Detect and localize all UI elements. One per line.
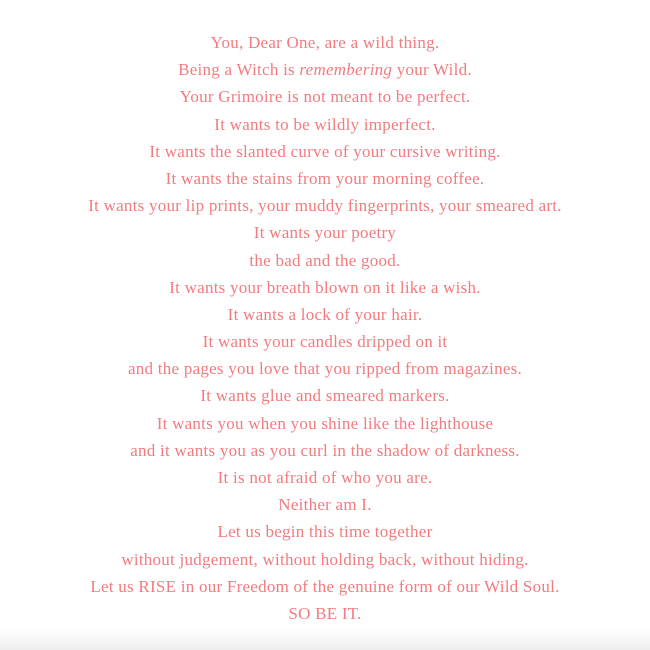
poem-line: and it wants you as you curl in the shadow of darkness. — [130, 440, 520, 460]
poem-emphasis: remembering — [299, 60, 393, 80]
poem-line: without judgement, without holding back, without hiding. — [121, 549, 529, 569]
poem-line-text: your Wild. — [392, 60, 472, 80]
poem-line: It wants your breath blown on it like a wish. — [169, 277, 481, 297]
poem-line: It wants the slanted curve of your cursive writing. — [149, 141, 501, 161]
poem-line: It wants glue and smeared markers. — [200, 386, 450, 406]
poem-line: It wants you when you shine like the lighthouse — [156, 413, 494, 433]
poem-line: It wants to be wildly imperfect. — [214, 114, 436, 134]
poem-line: Your Grimoire is not meant to be perfect. — [179, 87, 471, 107]
poem-line: It wants a lock of your hair. — [227, 304, 423, 324]
poem-line: You, Dear One, are a wild thing. — [210, 33, 440, 52]
poem-line: It wants your poetry — [253, 223, 397, 243]
poem-line: Let us RISE in our Freedom of the genuine form of our Wild Soul. — [90, 576, 560, 596]
bottom-edge-shadow — [0, 628, 650, 650]
poem-line: Let us begin this time together — [217, 522, 433, 542]
poem-closing-line: SO BE IT. — [288, 603, 362, 623]
poem-line: It wants the stains from your morning coffee. — [165, 168, 485, 188]
poem-line-text: Being a Witch is — [178, 60, 300, 80]
poem-line: Neither am I. — [278, 495, 372, 515]
poem-line: It is not afraid of who you are. — [217, 468, 433, 487]
poem-text — [0, 29, 650, 627]
poem-line: It wants your candles dripped on it — [202, 332, 448, 352]
poem-line: It wants your lip prints, your muddy fingerprints, your smeared art. — [88, 196, 562, 216]
poem-line: and the pages you love that you ripped from magazines. — [128, 359, 522, 379]
poem-line: the bad and the good. — [249, 250, 401, 270]
poem-line — [0, 56, 650, 83]
